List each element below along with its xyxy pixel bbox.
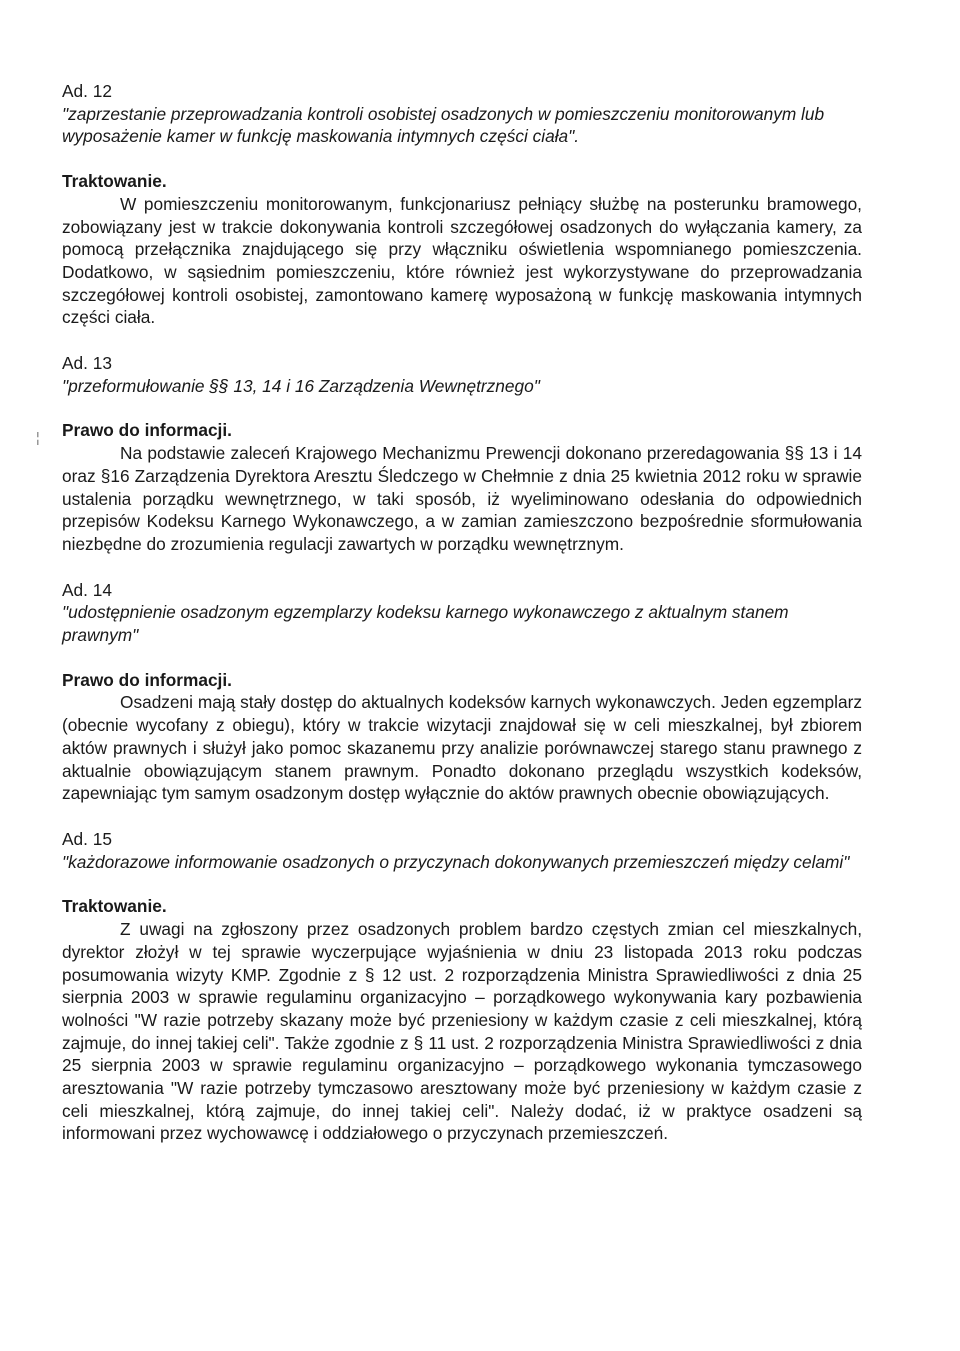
section-ad-14	[62, 579, 862, 805]
margin-mark: ¦	[36, 429, 40, 445]
section-number: Ad. 12	[62, 81, 112, 101]
section-body: W pomieszczeniu monitorowanym, funkcjonariusz pełniący służbę na posterunku bramowego, zobowiązany jest w trakcie dokonywania kontroli szczegółowej osadzonych do wyłączania kamery, za pomocą przełącznika znajdującego się przy włączniku oświetlenia wspomnianego pomieszczenia. Dodatkowo, w sąsiednim pomieszczeniu, które również jest wykorzystywane do przeprowadzania szczegółowej kontroli osobistej, zamontowano kamerę wyposażoną w funkcję maskowania intymnych części ciała.	[62, 193, 862, 328]
section-ad-12	[62, 80, 862, 329]
section-heading: Traktowanie.	[62, 171, 167, 192]
section-title: "przeformułowanie §§ 13, 14 i 16 Zarządzenia Wewnętrznego"	[62, 375, 540, 396]
section-body: Osadzeni mają stały dostęp do aktualnych kodeksów karnych wykonawczych. Jeden egzemplarz (obecnie wycofany z obiegu), który w trakcie wizytacji znajdował się w celi mieszkalnej, był zbiorem aktów prawnych i służył jako pomoc skazanemu przy analizie porównawczej starego stanu prawnego z aktualnie obowiązującym stanem prawnym. Ponadto dokonano przeglądu wszystkich kodeksów, zapewniając tym samym osadzonym dostęp wyłącznie do aktów prawnych obecnie obowiązujących.	[62, 692, 862, 804]
section-number: Ad. 13	[62, 353, 112, 374]
section-number: Ad. 15	[62, 828, 112, 849]
section-body: Z uwagi na zgłoszony przez osadzonych problem bardzo częstych zmian cel mieszkalnych, dyrektor złożył w tej sprawie wyczerpujące wyjaśnienia w dniu 23 listopada 2013 roku podczas posumowania wizyty KMP. Zgodnie z § 12 ust. 2 rozporządzenia Ministra Sprawiedliwości z dnia 25 sierpnia 2003 w sprawie regulaminu organizacyjno – porządkowego wykonywania kary pozbawienia wolności "W razie potrzeby skazany może być przeniesiony w każdym czasie z celi mieszkalnej, którą zajmuje, do innej takiej celi". Także zgodnie z § 11 ust. 2 rozporządzenia Ministra Sprawiedliwości z dnia 25 sierpnia 2003 w sprawie regulaminu organizacyjno – porządkowego wykonania tymczasowego aresztowania "W razie potrzeby tymczasowo aresztowany może być przeniesiony w każdym czasie z celi mieszkalnej, którą zajmuje, do innej takiej celi". Należy dodać, iż w praktyce osadzeni są informowani przez wychowawcę i oddziałowego o przyczynach przemieszczeń.	[62, 919, 862, 1144]
section-number: Ad. 14	[62, 579, 112, 600]
section-title: "udostępnienie osadzonym egzemplarzy kodeksu karnego wykonawczego z aktualnym stanem prawnym"	[62, 602, 789, 646]
section-ad-15	[62, 828, 862, 1145]
section-heading: Prawo do informacji.	[62, 669, 232, 690]
section-title: "każdorazowe informowanie osadzonych o przyczynach dokonywanych przemieszczeń między celami"	[62, 851, 850, 872]
document-page	[62, 80, 862, 1145]
section-ad-13	[62, 352, 862, 556]
section-heading: Traktowanie.	[62, 896, 167, 917]
section-heading: Prawo do informacji.	[62, 420, 232, 441]
section-body: Na podstawie zaleceń Krajowego Mechanizmu Prewencji dokonano przeredagowania §§ 13 i 14 oraz §16 Zarządzenia Dyrektora Aresztu Śledczego w Chełmnie z dnia 25 kwietnia 2012 roku w sprawie ustalenia porządku wewnętrznego, w taki sposób, iż wyeliminowano odesłania do odpowiednich przepisów Kodeksu Karnego Wykonawczego, a w zamian zamieszczono bezpośrednie sformułowania niezbędne do zrozumienia regulacji zawartych w porządku wewnętrznym.	[62, 443, 862, 554]
section-title: "zaprzestanie przeprowadzania kontroli osobistej osadzonych w pomieszczeniu monitorowanym lub wyposażenie kamer w funkcję maskowania intymnych części ciała".	[62, 103, 825, 147]
